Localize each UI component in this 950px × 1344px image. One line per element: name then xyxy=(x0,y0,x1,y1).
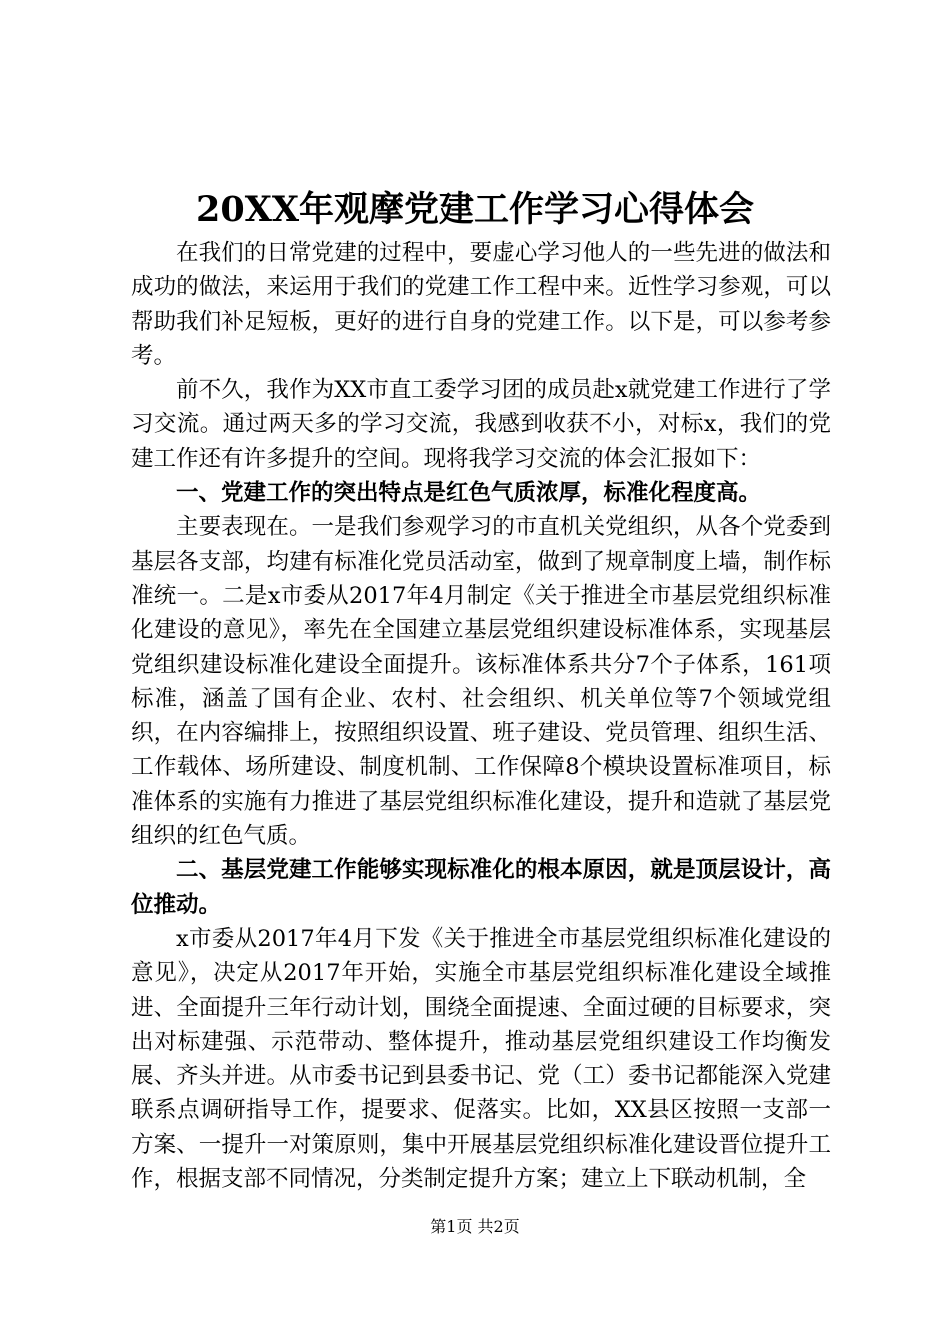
paragraph-section-1: 主要表现在。一是我们参观学习的市直机关党组织，从各个党委到基层各支部，均建有标准化党员活动室，做到了规章制度上墙，制作标准统一。二是x市委从2017年4月制定《关于推进全市基层党组织标准化建设的意见》，率先在全国建立基层党组织建设标准体系，实现基层党组织建设标准化建设全面提升。该标准体系共分7个子体系，161项标准，涵盖了国有企业、农村、社会组织、机关单位等7个领域党组织，在内容编排上，按照组织设置、班子建设、党员管理、组织生活、工作载体、场所建设、制度机制、工作保障8个模块设置标准项目，标准体系的实施有力推进了基层党组织标准化建设，提升和造就了基层党组织的红色气质。 xyxy=(131,514,831,850)
paragraph-section-2: x市委从2017年4月下发《关于推进全市基层党组织标准化建设的意见》，决定从2017年开始，实施全市基层党组织标准化建设全域推进、全面提升三年行动计划，围绕全面提速、全面过硬的目标要求，突出对标建强、示范带动、整体提升，推动基层党组织建设工作均衡发展、齐头并进。从市委书记到县委书记、党（工）委书记都能深入党建联系点调研指导工作，提要求、促落实。比如，XX县区按照一支部一方案、一提升一对策原则，集中开展基层党组织标准化建设晋位提升工作，根据支部不同情况，分类制定提升方案；建立上下联动机制，全 xyxy=(131,925,831,1193)
paragraph-intro: 在我们的日常党建的过程中，要虚心学习他人的一些先进的做法和成功的做法，来运用于我们的党建工作工程中来。近性学习参观，可以帮助我们补足短板，更好的进行自身的党建工作。以下是，可以参考参考。 xyxy=(131,240,831,369)
section-heading-2: 二、基层党建工作能够实现标准化的根本原因，就是顶层设计，高位推动。 xyxy=(131,857,831,918)
section-heading-1: 一、党建工作的突出特点是红色气质浓厚，标准化程度高。 xyxy=(176,480,762,507)
document-title: 20XX年观摩党建工作学习心得体会 xyxy=(195,189,755,230)
page-footer: 第1页 共2页 xyxy=(430,1217,520,1236)
paragraph-background: 前不久，我作为XX市直工委学习团的成员赴x就党建工作进行了学习交流。通过两天多的学习交流，我感到收获不小，对标x，我们的党建工作还有许多提升的空间。现将我学习交流的体会汇报如下： xyxy=(131,377,831,472)
document-body xyxy=(131,236,831,1196)
